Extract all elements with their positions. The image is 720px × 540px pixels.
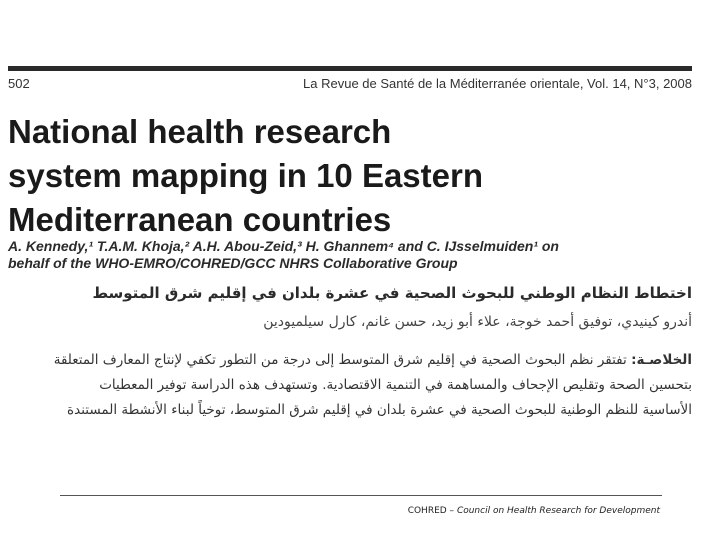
journal-citation: La Revue de Santé de la Méditerranée orientale, Vol. 14, N°3, 2008 xyxy=(303,76,692,91)
title-line: Mediterranean countries xyxy=(8,201,392,238)
title-line: system mapping in 10 Eastern xyxy=(8,157,484,194)
footer-rule xyxy=(60,495,662,496)
footer-org: COHRED – xyxy=(407,506,455,516)
arabic-title: اختطاط النظام الوطني للبحوث الصحية في عشرة بلدان في إقليم شرق المتوسط xyxy=(92,284,692,302)
arabic-abstract-text: تفتقر نظم البحوث الصحية في إقليم شرق المتوسط إلى درجة من التطور تكفي لإنتاج المعارف المتعلقة xyxy=(53,352,627,368)
arabic-abstract-line: بتحسين الصحة وتقليص الإجحاف والمساهمة في التنمية الاقتصادية. وتستهدف هذه الدراسة توفير المعطيات xyxy=(99,377,692,393)
authors-line: behalf of the WHO-EMRO/COHRED/GCC NHRS Collaborative Group xyxy=(8,255,458,271)
top-rule xyxy=(8,66,692,71)
footer-credit xyxy=(408,506,660,516)
authors-line: A. Kennedy,¹ T.A.M. Khoja,² A.H. Abou-Zeid,³ H. Ghannem⁴ and C. IJsselmuiden¹ on xyxy=(8,238,559,254)
author-list xyxy=(8,238,692,272)
running-header xyxy=(8,74,692,94)
arabic-abstract-line: الأساسية للنظم الوطنية للبحوث الصحية في عشرة بلدان في إقليم شرق المتوسط، توخياً لبناء الأنشطة المستندة xyxy=(67,402,692,418)
arabic-authors: أندرو كينيدي، توفيق أحمد خوجة، علاء أبو زيد، حسن غانم، كارل سيلميودين xyxy=(263,314,692,330)
page-number: 502 xyxy=(8,76,30,91)
arabic-abstract-line xyxy=(54,348,692,373)
arabic-abstract-label: الخلاصـة: xyxy=(631,352,692,368)
footer-org-full: Council on Health Research for Development xyxy=(456,506,660,516)
article-title xyxy=(8,110,692,242)
title-line: National health research xyxy=(8,113,392,150)
arabic-abstract xyxy=(54,348,692,423)
